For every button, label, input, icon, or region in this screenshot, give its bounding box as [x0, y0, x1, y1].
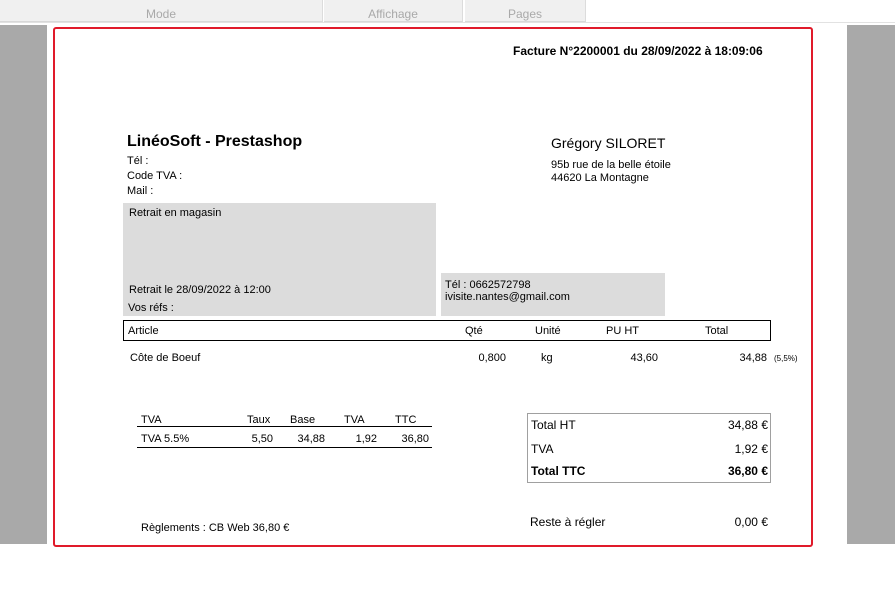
vat-row-taux: 5,50 — [251, 433, 273, 445]
view-tabs — [0, 0, 895, 22]
customer-address-1: 95b rue de la belle étoile — [551, 159, 671, 171]
line-qty: 0,800 — [478, 352, 506, 364]
col-article: Article — [128, 325, 159, 337]
line-vat-rate: (5,5%) — [774, 354, 798, 363]
seller-mail-label: Mail : — [127, 185, 154, 197]
vat-row-base: 34,88 — [297, 433, 325, 445]
invoice-title: Facture N°2200001 du 28/09/2022 à 18:09:06 — [513, 44, 763, 58]
col-qty: Qté — [465, 325, 483, 337]
col-unit-price: PU HT — [606, 325, 639, 337]
vat-row-label: TVA 5.5% — [141, 433, 190, 445]
vat-col-base: Base — [290, 414, 316, 426]
tab-affichage[interactable] — [324, 0, 463, 22]
delivery-mode: Retrait en magasin — [129, 207, 222, 219]
vat-col-tva: TVA — [141, 414, 162, 426]
tab-mode-label: Mode — [145, 7, 177, 21]
line-unit-price: 43,60 — [630, 352, 658, 364]
customer-email: ivisite.nantes@gmail.com — [445, 291, 570, 303]
total-tva-label: TVA — [531, 442, 554, 456]
total-ht-label: Total HT — [531, 418, 576, 432]
vat-col-taux: Taux — [247, 414, 271, 426]
balance-value: 0,00 € — [734, 515, 768, 529]
delivery-box — [123, 203, 436, 316]
line-article: Côte de Boeuf — [130, 352, 201, 364]
payments-line: Règlements : CB Web 36,80 € — [141, 522, 290, 534]
seller-name: LinéoSoft - Prestashop — [127, 133, 303, 150]
preview-margin-right — [847, 25, 895, 544]
vat-col-tva-amount: TVA — [344, 414, 365, 426]
total-ttc-value: 36,80 € — [727, 464, 768, 478]
tab-mode[interactable] — [0, 0, 323, 22]
tab-pages[interactable] — [465, 0, 586, 22]
balance-label: Reste à régler — [530, 515, 606, 529]
toolbar-divider — [0, 22, 895, 23]
line-total: 34,88 — [739, 352, 767, 364]
vat-row-tva: 1,92 — [355, 433, 377, 445]
col-unit: Unité — [535, 325, 561, 337]
customer-tel: Tél : 0662572798 — [445, 279, 531, 291]
tab-pages-label: Pages — [507, 7, 543, 21]
vat-col-ttc: TTC — [395, 414, 417, 426]
customer-address-2: 44620 La Montagne — [551, 172, 649, 184]
line-unit: kg — [541, 352, 553, 364]
vat-header-rule — [137, 426, 432, 427]
seller-vat-label: Code TVA : — [127, 170, 183, 182]
col-total: Total — [705, 325, 729, 337]
customer-name: Grégory SILORET — [551, 135, 666, 151]
total-tva-value: 1,92 € — [734, 442, 768, 456]
total-ttc-label: Total TTC — [531, 464, 586, 478]
total-ht-value: 34,88 € — [727, 418, 768, 432]
article-header-row — [123, 320, 771, 341]
tab-affichage-label: Affichage — [368, 7, 418, 21]
vat-footer-rule — [137, 447, 432, 448]
refs-label: Vos réfs : — [128, 302, 174, 314]
pickup-date: Retrait le 28/09/2022 à 12:00 — [129, 284, 271, 296]
preview-margin-left — [0, 25, 47, 544]
vat-row-ttc: 36,80 — [401, 433, 429, 445]
seller-tel-label: Tél : — [127, 155, 149, 167]
